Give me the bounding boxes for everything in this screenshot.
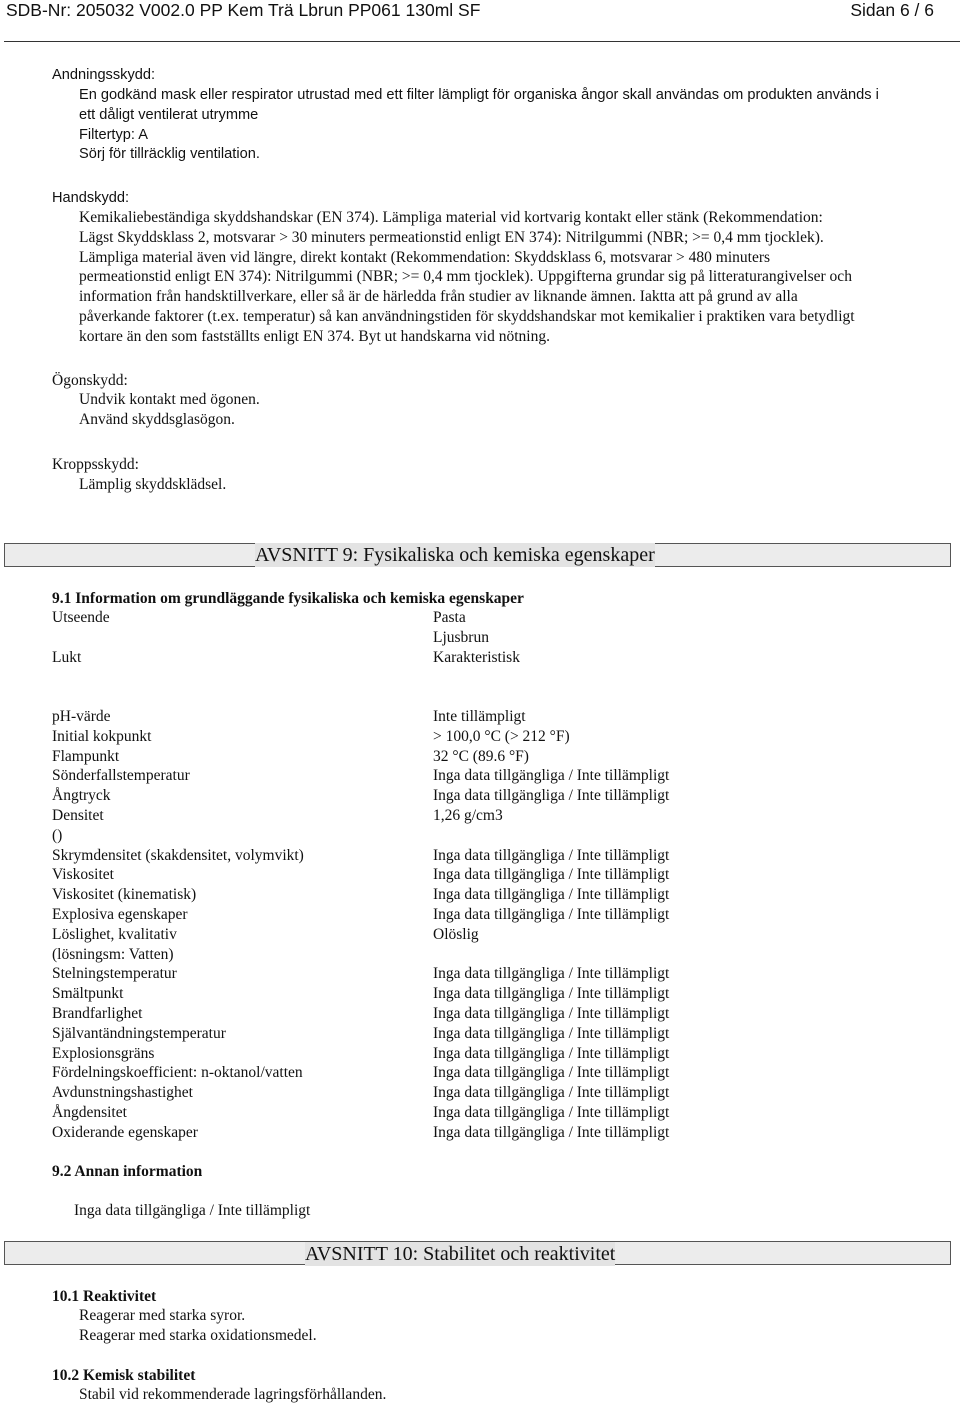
section-10-2-heading: 10.2 Kemisk stabilitet — [52, 1367, 196, 1384]
property-label: Avdunstningshastighet — [52, 1084, 193, 1102]
property-label: Oxiderande egenskaper — [52, 1123, 198, 1141]
property-label: Smältpunkt — [52, 985, 124, 1003]
hand-line: kortare än den som fastställts enligt EN 374. Byt ut handskarna vid nötning. — [79, 327, 550, 345]
property-label: Skrymdensitet (skakdensitet, volymvikt) — [52, 846, 304, 864]
respiratory-text — [79, 86, 949, 165]
hand-line: Lämpliga material även vid längre, direkt kontakt (Rekommendation: Skyddsklass 6, motsvarar > 480 minuters — [79, 248, 771, 266]
property-label: Sönderfallstemperatur — [52, 767, 190, 785]
eye-label: Ögonskydd: — [52, 372, 128, 389]
property-value: Inga data tillgängliga / Inte tillämpligt — [433, 846, 670, 864]
section-10-1-heading: 10.1 Reaktivitet — [52, 1288, 157, 1305]
document-id: SDB-Nr: 205032 V002.0 PP Kem Trä Lbrun PP061 130ml SF — [6, 0, 481, 20]
appearance-color: Ljusbrun — [433, 629, 489, 646]
body-text — [79, 475, 949, 495]
property-value: Inga data tillgängliga / Inte tillämpligt — [433, 1123, 670, 1141]
respiratory-line: En godkänd mask eller respirator utrustad med ett filter lämpligt för organiska ångor skall användas om produkten används i — [79, 87, 879, 103]
hand-line: permeationstid enligt EN 374): Nitrilgummi (NBR; >= 0,4 mm tjocklek). Uppgifterna grundar sig på litteraturangivelser och — [79, 268, 852, 286]
property-value: > 100,0 °C (> 212 °F) — [433, 727, 570, 745]
reactivity-text — [79, 1306, 949, 1346]
eye-line: Undvik kontakt med ögonen. — [79, 391, 260, 408]
property-label: (lösningsm: Vatten) — [52, 945, 174, 963]
property-value: 1,26 g/cm3 — [433, 807, 503, 824]
eye-text — [79, 390, 949, 430]
property-label: Ångdensitet — [52, 1104, 127, 1121]
property-label: Ångtryck — [52, 787, 111, 805]
odor-value: Karakteristisk — [433, 649, 520, 666]
appearance-value: Pasta — [433, 609, 466, 626]
property-value: Inga data tillgängliga / Inte tillämpligt — [433, 1005, 670, 1022]
respiratory-line: Sörj för tillräcklig ventilation. — [79, 146, 260, 163]
property-label: Explosionsgräns — [52, 1044, 155, 1062]
property-value: Inga data tillgängliga / Inte tillämpligt — [433, 886, 670, 904]
property-value: Inte tillämpligt — [433, 708, 526, 725]
body-label: Kroppsskydd: — [52, 456, 139, 473]
body-line: Lämplig skyddsklädsel. — [79, 476, 227, 493]
eye-line: Använd skyddsglasögon. — [79, 410, 235, 428]
property-value: Inga data tillgängliga / Inte tillämpligt — [433, 787, 670, 805]
section-9-2-heading: 9.2 Annan information — [52, 1163, 203, 1180]
property-value: Inga data tillgängliga / Inte tillämpligt — [433, 1024, 670, 1042]
property-value: 32 °C (89.6 °F) — [433, 747, 529, 765]
property-value: Inga data tillgängliga / Inte tillämpligt — [433, 1104, 670, 1121]
stability-line: Stabil vid rekommenderade lagringsförhållanden. — [79, 1386, 387, 1403]
hand-line: påverkande faktorer (t.ex. temperatur) så kan användningstiden för skyddshandskar mot kemikalier i praktiken vara betydligt — [79, 307, 855, 325]
header-divider — [4, 41, 960, 42]
property-label: Löslighet, kvalitativ — [52, 925, 177, 943]
reactivity-line: Reagerar med starka syror. — [79, 1307, 246, 1324]
page-number: Sidan 6 / 6 — [850, 0, 934, 20]
stability-text — [79, 1385, 949, 1405]
respiratory-label: Andningsskydd: — [52, 67, 156, 83]
property-value: Inga data tillgängliga / Inte tillämpligt — [433, 1084, 670, 1102]
property-label: Självantändningstemperatur — [52, 1024, 226, 1042]
property-value: Inga data tillgängliga / Inte tillämpligt — [433, 1044, 670, 1062]
reactivity-line: Reagerar med starka oxidationsmedel. — [79, 1326, 317, 1344]
section-10-title: AVSNITT 10: Stabilitet och reaktivitet — [305, 1243, 616, 1265]
hand-text — [79, 208, 949, 347]
property-value: Inga data tillgängliga / Inte tillämpligt — [433, 1064, 670, 1082]
property-value: Inga data tillgängliga / Inte tillämpligt — [433, 866, 670, 884]
hand-label: Handskydd: — [52, 190, 130, 206]
property-label: pH-värde — [52, 708, 111, 725]
appearance-label: Utseende — [52, 609, 110, 626]
property-value: Inga data tillgängliga / Inte tillämpligt — [433, 965, 670, 983]
hand-line: information från handsktillverkare, eller så är de härledda från studier av liknande ämnen. Iaktta att på grund av alla — [79, 288, 798, 306]
odor-label: Lukt — [52, 649, 82, 666]
property-value: Olöslig — [433, 925, 479, 943]
hand-line: Lägst Skyddsklass 2, motsvarar > 30 minuters permeationstid enligt EN 374): Nitrilgummi (NBR; >= 0,4 mm tjocklek). — [79, 228, 824, 246]
other-info-value: Inga data tillgängliga / Inte tillämpligt — [74, 1202, 311, 1219]
property-label: Viskositet (kinematisk) — [52, 886, 197, 904]
property-label: Flampunkt — [52, 747, 120, 765]
section-9-1-heading: 9.1 Information om grundläggande fysikaliska och kemiska egenskaper — [52, 590, 524, 607]
property-value: Inga data tillgängliga / Inte tillämpligt — [433, 906, 670, 923]
property-label: Brandfarlighet — [52, 1005, 143, 1022]
property-label: Viskositet — [52, 866, 114, 884]
property-label: Explosiva egenskaper — [52, 906, 188, 923]
property-label: Initial kokpunkt — [52, 727, 152, 745]
property-value: Inga data tillgängliga / Inte tillämpligt — [433, 985, 670, 1003]
property-value: Inga data tillgängliga / Inte tillämpligt — [433, 767, 670, 785]
section-9-title: AVSNITT 9: Fysikaliska och kemiska egenskaper — [255, 544, 655, 566]
property-label: Fördelningskoefficient: n-oktanol/vatten — [52, 1064, 303, 1082]
hand-line: Kemikaliebeständiga skyddshandskar (EN 374). Lämpliga material vid kortvarig kontakt eller stänk (Rekommendation: — [79, 209, 823, 226]
property-label: Densitet — [52, 807, 104, 824]
property-label: Stelningstemperatur — [52, 965, 177, 983]
property-label: () — [52, 826, 63, 844]
respiratory-line: Filtertyp: A — [79, 126, 148, 143]
respiratory-line: ett dåligt ventilerat utrymme — [79, 106, 259, 123]
